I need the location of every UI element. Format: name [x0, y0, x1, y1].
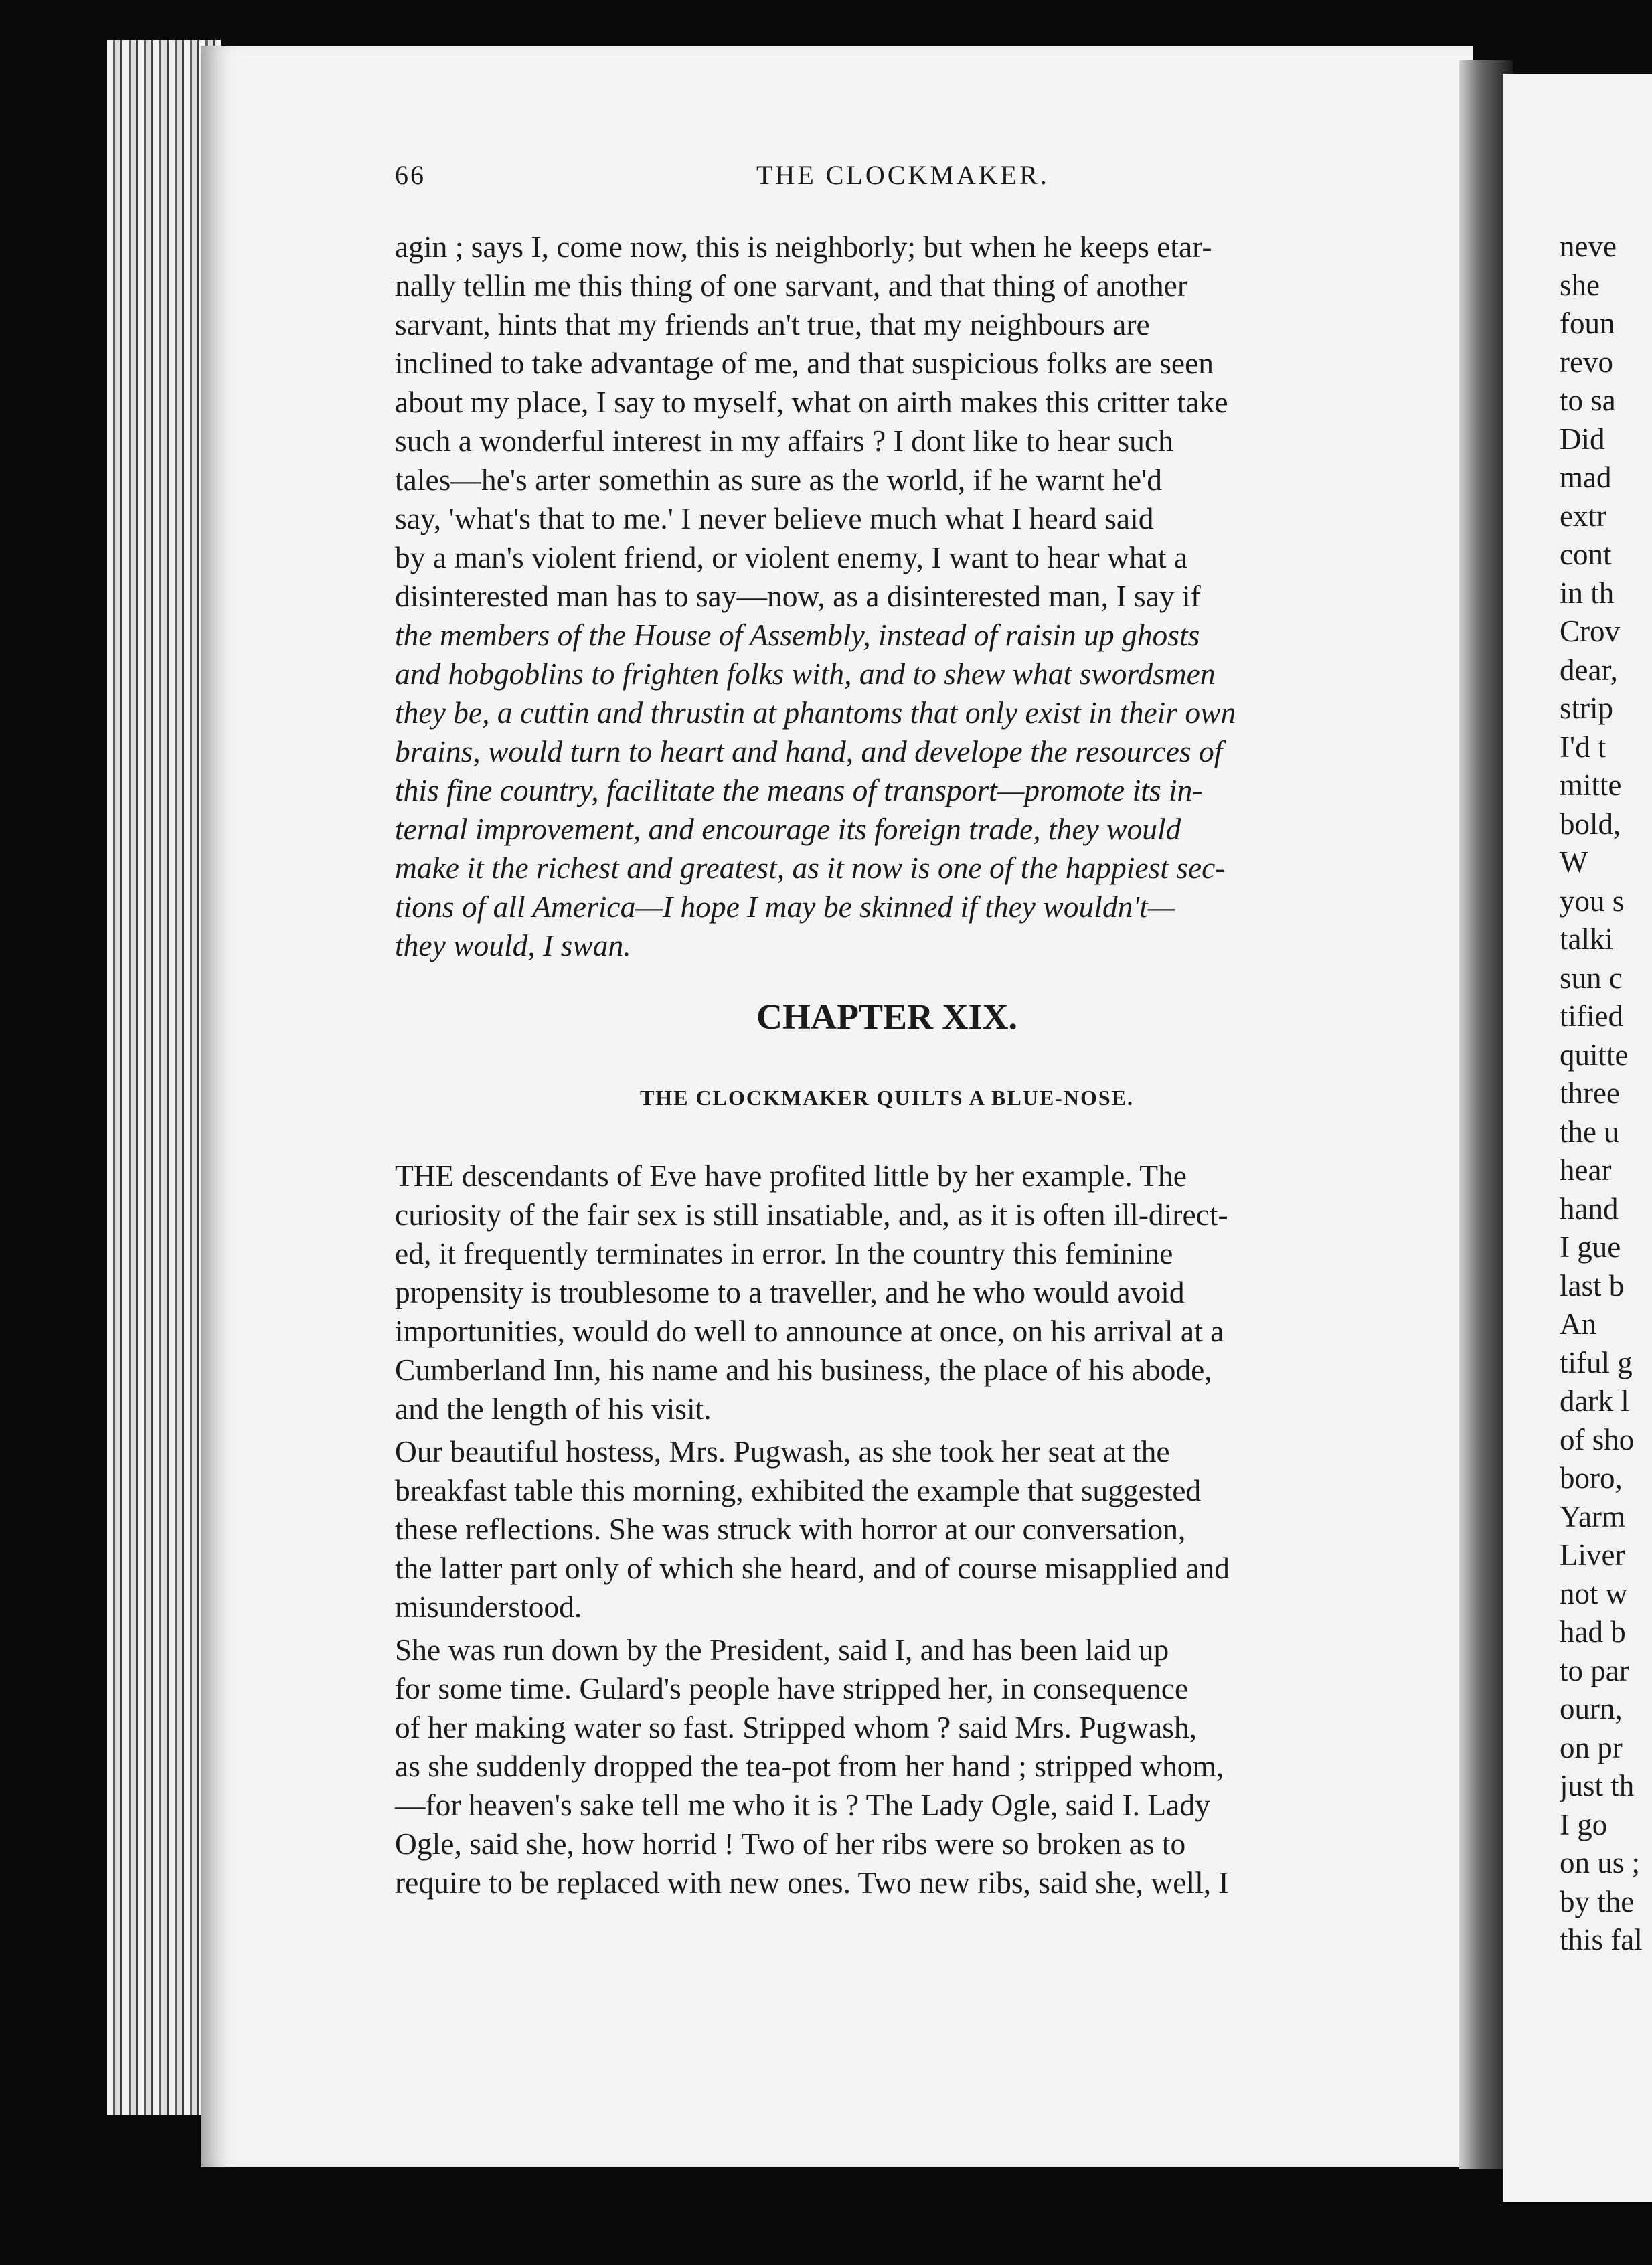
- facing-line: of sho: [1560, 1422, 1635, 1456]
- facing-line: tiful g: [1560, 1345, 1633, 1379]
- chapter-subtitle: THE CLOCKMAKER QUILTS A BLUE-NOSE.: [639, 1086, 1135, 1110]
- paragraph-3: She was run down by the President, said I, and has been laid up for some time. Gulard's people have stripped her, in consequence of her making water so fast. Stripped whom ? said Mrs. Pugwash, as she suddenly dropped the tea-pot from her hand ; stripped whom, —for heaven's sake tell me who it is ? The Lady Ogle, said I. Lady Ogle, said she, how horrid ! Two of her ribs were so broken as to require to be replaced with new ones. Two new ribs, said she, well, I: [395, 1632, 1229, 1900]
- page-header: [395, 159, 1379, 199]
- facing-line: she: [1560, 268, 1600, 302]
- facing-line: by the: [1560, 1884, 1635, 1918]
- facing-line: three: [1560, 1076, 1620, 1110]
- facing-line: Liver: [1560, 1538, 1625, 1572]
- page-number: 66: [395, 160, 426, 190]
- facing-line: sun c: [1560, 960, 1623, 995]
- facing-page-text: [1560, 228, 1652, 1960]
- facing-line: bold,: [1560, 807, 1621, 841]
- facing-line: dear,: [1560, 653, 1618, 687]
- facing-line: on pr: [1560, 1730, 1623, 1764]
- facing-line: Yarm: [1560, 1499, 1625, 1533]
- facing-line: revo: [1560, 345, 1613, 379]
- paragraph-2: Our beautiful hostess, Mrs. Pugwash, as she took her seat at the breakfast table this morning, exhibited the example that suggested these reflections. She was struck with horror at our conversation, the latter part only of which she heard, and of course misapplied and misunderstood.: [395, 1434, 1230, 1624]
- facing-line: Crov: [1560, 614, 1620, 648]
- facing-line: I gue: [1560, 1230, 1621, 1264]
- facing-line: talki: [1560, 922, 1613, 956]
- paragraph-1: THE descendants of Eve have profited little by her example. The curiosity of the fair sex is still insatiable, and, as it is often ill-direct- ed, it frequently terminates in error. In the country this feminine propensity is troublesome to a traveller, and he who would avoid importunities, would do well to announce at once, on his arrival at a Cumberland Inn, his name and his business, the place of his abode, and the length of his visit.: [395, 1159, 1228, 1426]
- facing-line: W: [1560, 845, 1588, 879]
- facing-line: on us ;: [1560, 1846, 1641, 1879]
- facing-line: foun: [1560, 307, 1615, 340]
- facing-line: mad: [1560, 460, 1612, 494]
- facing-line: hand: [1560, 1191, 1619, 1226]
- facing-line: I go: [1560, 1807, 1608, 1841]
- facing-line: quitte: [1560, 1037, 1629, 1072]
- continuation-text: agin ; says I, come now, this is neighborly; but when he keeps etar- nally tellin me this thing of one sarvant, and that thing of another sarvant, hints that my friends an't true, that my neighbours are inclined to take advantage of me, and that suspicious folks are seen about my place, I say to myself, what on airth makes this critter take such a wonderful interest in my affairs ? I dont like to hear such tales—he's arter somethin as sure as the world, if he warnt he'd say, 'what's that to me.' I never believe much what I heard said by a man's violent friend, or violent enemy, I want to hear what a disinterested man has to say—now, as a disinterested man, I say if: [395, 230, 1228, 613]
- facing-line: in th: [1560, 576, 1615, 610]
- facing-line: tified: [1560, 999, 1623, 1033]
- facing-line: cont: [1560, 537, 1612, 571]
- facing-line: you s: [1560, 884, 1625, 918]
- facing-line: to par: [1560, 1653, 1629, 1687]
- chapter-title: CHAPTER XIX.: [756, 997, 1018, 1037]
- facing-line: extr: [1560, 499, 1606, 533]
- facing-line: this fal: [1560, 1923, 1643, 1956]
- facing-line: ourn,: [1560, 1692, 1623, 1726]
- continuation-italic-text: the members of the House of Assembly, instead of raisin up ghosts and hobgoblins to frighten folks with, and to shew what swordsmen they be, a cuttin and thrustin at phantoms that only exist in their own brains, would turn to heart and hand, and develope the resources of this fine country, facilitate the means of transport—promote its in- ternal improvement, and encourage its foreign trade, they would make it the richest and greatest, as it now is one of the happiest sec- tions of all America—I hope I may be skinned if they wouldn't— they would, I swan.: [395, 618, 1236, 962]
- facing-line: dark l: [1560, 1384, 1629, 1418]
- facing-line: mitte: [1560, 768, 1622, 802]
- facing-line: An: [1560, 1307, 1596, 1341]
- facing-line: neve: [1560, 230, 1617, 263]
- facing-line: the u: [1560, 1114, 1619, 1149]
- facing-line: had b: [1560, 1615, 1626, 1649]
- facing-line: not w: [1560, 1576, 1628, 1610]
- facing-line: I'd t: [1560, 730, 1606, 764]
- facing-line: strip: [1560, 691, 1614, 725]
- facing-line: to sa: [1560, 384, 1616, 417]
- facing-line: last b: [1560, 1268, 1625, 1303]
- facing-line: boro,: [1560, 1461, 1623, 1495]
- running-title: THE CLOCKMAKER.: [756, 160, 1050, 190]
- facing-line: hear: [1560, 1153, 1612, 1187]
- facing-line: Did: [1560, 422, 1605, 456]
- facing-line: just th: [1560, 1769, 1635, 1802]
